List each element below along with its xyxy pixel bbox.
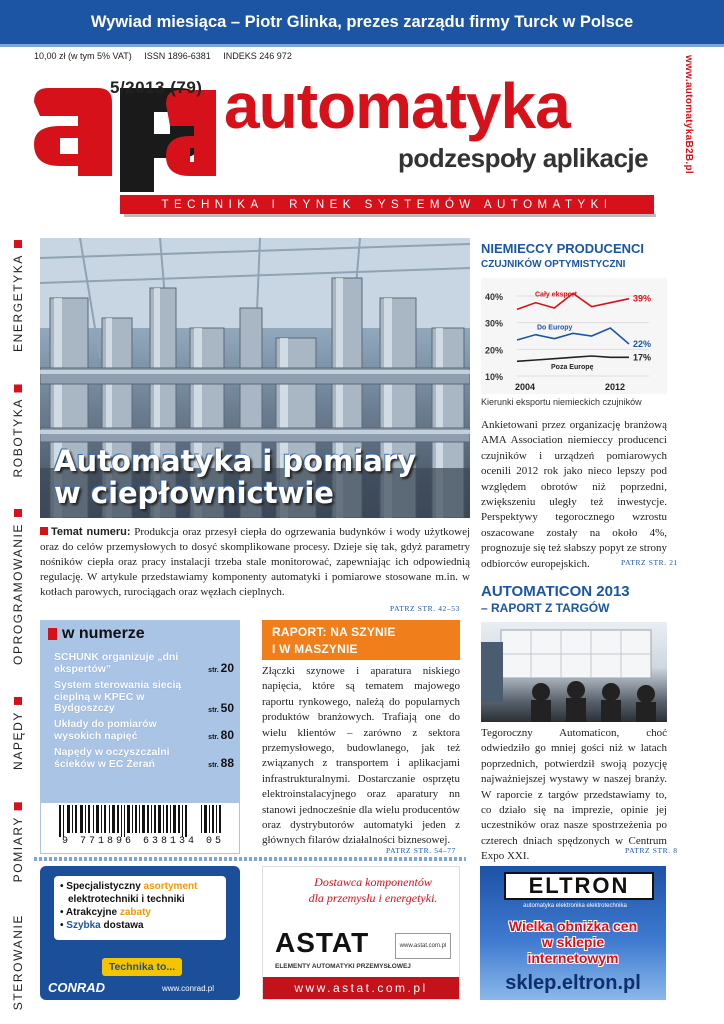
export-chart [481, 278, 667, 394]
issue-number: 5/2013 (79) [110, 78, 203, 97]
conrad-button[interactable]: Technika to... [102, 958, 182, 976]
item-page: str. 50 [208, 700, 234, 715]
series-name: Cały eksport [535, 291, 578, 299]
category-pomiary[interactable]: POMIARY [11, 802, 25, 882]
astat-url-small: www.astat.com.pl [395, 933, 451, 959]
tagline-bar [120, 195, 654, 214]
banner-divider [0, 44, 724, 47]
niemieccy-body: Ankietowani przez organizację branżową AMA Association niemieccy producenci czujników i urządzeń pomiarowych ocenili 2012 rok jako nieco lepszy pod względem obrotów niż poprzedni, zwiększeniu uległy też inwestycje. Perspektywy tegorocznego wzrostu oszacowane zostały na około 4%, prognozuje się też słabszy popyt ze strony odbiorców europejskich. [481, 419, 667, 570]
eltron-url[interactable]: sklep.eltron.pl [505, 972, 641, 994]
list-item[interactable] [54, 680, 234, 716]
eltron-promo: Wielka obniżka cen w sklepie internetowym [508, 918, 638, 967]
conrad-line2: • Atrakcyjne zabaty [60, 907, 151, 918]
y-tick-label: 30% [485, 318, 504, 329]
item-page: str. 88 [208, 756, 234, 771]
item-title: Układy do pomiarów wysokich napięć [54, 718, 157, 743]
automaticon-title[interactable]: AUTOMATICON 2013 [481, 583, 630, 600]
astat-tagline: ELEMENTY AUTOMATYKI PRZEMYSŁOWEJ [275, 963, 411, 970]
tagline-text: TECHNIKA I RYNEK SYSTEMÓW AUTOMATYKI [161, 198, 613, 211]
issn-text: ISSN 1896-6381 [144, 51, 211, 61]
automaticon-page-ref[interactable]: PATRZ STR. 8 [625, 846, 678, 855]
conrad-line1-cont: elektrotechniki i techniki [68, 894, 185, 905]
automaticon-photo[interactable] [481, 622, 667, 722]
raport-title-line1: RAPORT: NA SZYNIE [272, 625, 396, 639]
item-page: str. 80 [208, 728, 234, 743]
raport-page-ref[interactable]: PATRZ STR. 54–77 [386, 846, 456, 855]
bullet-square [14, 697, 22, 705]
niemieccy-title-line1: NIEMIECCY PRODUCENCI [481, 241, 645, 256]
list-item[interactable] [54, 719, 234, 743]
bullet-square [14, 240, 22, 248]
y-tick-label: 10% [485, 372, 504, 382]
bullet-square [14, 802, 22, 810]
item-page: str. 20 [208, 661, 234, 676]
niemieccy-title[interactable] [481, 240, 644, 271]
raport-body: Złączki szynowe i aparatura niskiego napięcia, które są tematem majowego raportu rynkowego, należą do popularnych produktów branżowych. Trafiają one do wielu klientów – zarówno z sektora przemysłowego, budowlanego, jak też związanych z transportem i aplikacjami infrastrukturalnymi. Dostarczanie osprzętu elektroinstalacyjnego oraz aparatury nn stanowi jednocześnie dla wielu producentów oraz dystrybutorów automatyki jeden z głównych filarów działalności biznesowej. [262, 665, 460, 847]
category-sterowanie[interactable]: STEROWANIE [11, 913, 25, 1010]
bullet-square [14, 384, 22, 392]
eltron-logo: ELTRON [504, 872, 654, 900]
top-banner[interactable] [0, 0, 724, 44]
conrad-url[interactable]: www.conrad.pl [162, 984, 215, 993]
astat-handwriting: Dostawca komponentów dla przemysłu i energetyki. [308, 875, 438, 905]
y-tick-label: 20% [485, 345, 504, 356]
item-title: SCHUNK organizuje „dni ekspertów” [54, 651, 179, 675]
category-robotyka[interactable]: ROBOTYKA [11, 384, 25, 477]
niemieccy-page-ref[interactable]: PATRZ STR. 21 [621, 558, 678, 567]
side-url[interactable]: www.automatykaB2B.pl [683, 55, 694, 174]
issue-meta [34, 51, 302, 61]
in-issue-title: w numerze [62, 625, 145, 642]
ad-astat[interactable] [262, 866, 460, 1000]
index-text: INDEKS 246 972 [223, 51, 292, 61]
conrad-line1: • Specjalistyczny asortyment [60, 881, 198, 892]
in-issue-list [54, 652, 234, 775]
lead-label: Temat numeru: [51, 526, 131, 538]
list-item[interactable] [54, 652, 234, 676]
automaticon-subtitle: – RAPORT Z TARGÓW [481, 601, 610, 615]
series-name: Do Europy [537, 324, 573, 332]
headline-line2: w ciepłownictwie [54, 475, 334, 510]
section-divider [34, 857, 466, 861]
category-energetyka[interactable]: ENERGETYKA [11, 240, 25, 352]
headline-line1: Automatyka i pomiary [54, 444, 417, 478]
cover-lead [40, 525, 470, 600]
astat-logo: ASTAT [275, 927, 370, 958]
ad-eltron[interactable] [480, 866, 666, 1000]
raport-title-line2: I W MASZYNIE [272, 642, 358, 657]
category-sidebar [6, 240, 30, 1010]
lead-page-ref[interactable]: PATRZ STR. 42–53 [390, 604, 460, 613]
lead-text: Produkcja oraz przesył ciepła do ogrzewania budynków i wody użytkowej oraz do celów przemysłowych to dosyć skomplikowane procesy. Dzieje się tak, gdyż parametry nośników ciepła oraz pracy instalacji trzeba stale monitorować, zapewniając ich odpowiednią regulację. W artykule przedstawiamy komponenty automatyki i pomiarowe stosowane m.in. w kotłach parowych, rurociągach oraz węzłach cieplnych. [40, 526, 471, 598]
astat-url-bar[interactable]: www.astat.com.pl [263, 977, 459, 999]
bullet-square [14, 509, 22, 517]
niemieccy-title-line2: CZUJNIKÓW OPTYMISTYCZNI [481, 258, 626, 270]
tagline-shadow [124, 214, 656, 217]
series-end-label: 17% [633, 352, 652, 363]
bullet-square [48, 628, 57, 640]
conrad-logo: CONRAD [48, 980, 106, 995]
magazine-title: automatyka [224, 70, 570, 142]
conrad-line3: • Szybka dostawa [60, 920, 144, 931]
category-napedy[interactable]: NAPĘDY [11, 697, 25, 770]
x-tick-label: 2012 [605, 382, 626, 392]
series-name: Poza Europę [551, 364, 594, 371]
expo-illustration [481, 622, 667, 722]
magazine-subtitle: podzespoły aplikacje [398, 143, 649, 173]
y-tick-label: 40% [485, 292, 504, 302]
series-end-label: 39% [633, 293, 652, 304]
automaticon-body: Tegoroczny Automaticon, choć odwiedziło go mniej gości niż w latach poprzednich, potwierdził swoją pozycję najważniejszej wystawy w naszej branży. W raporcie z targów przedstawiamy to, co działo się na imprezie, opinie jej uczestników oraz nasze spostrzeżenia po czterech dniach spędzonych w Centrum Expo XXI. [481, 727, 667, 863]
item-title: System sterowania siecią cieplną w KPEC w Bydgoszczy [54, 678, 182, 715]
barcode-digits: 9 771896 638134 05 [62, 836, 225, 847]
eltron-tagline: automatyka elektronika elektrotechnika [523, 903, 627, 909]
barcode-bars [41, 803, 239, 837]
x-tick-label: 2004 [515, 382, 536, 392]
price-text: 10,00 zł (w tym 5% VAT) [34, 51, 132, 61]
bullet-square [40, 527, 48, 535]
category-oprogramowanie[interactable]: OPROGRAMOWANIE [11, 509, 25, 665]
conrad-offer-box [54, 876, 226, 940]
banner-text: Wywiad miesiąca – Piotr Glinka, prezes zarządu firmy Turck w Polsce [90, 12, 634, 31]
series-end-label: 22% [633, 339, 652, 349]
item-title: Napędy w oczyszczalni ścieków w EC Żerań [54, 746, 170, 770]
raport-title[interactable] [272, 624, 396, 659]
ad-conrad[interactable] [40, 866, 240, 1000]
cover-headline[interactable] [54, 446, 454, 510]
chart-caption: Kierunki eksportu niemieckich czujników [481, 397, 642, 407]
list-item[interactable] [54, 747, 234, 771]
